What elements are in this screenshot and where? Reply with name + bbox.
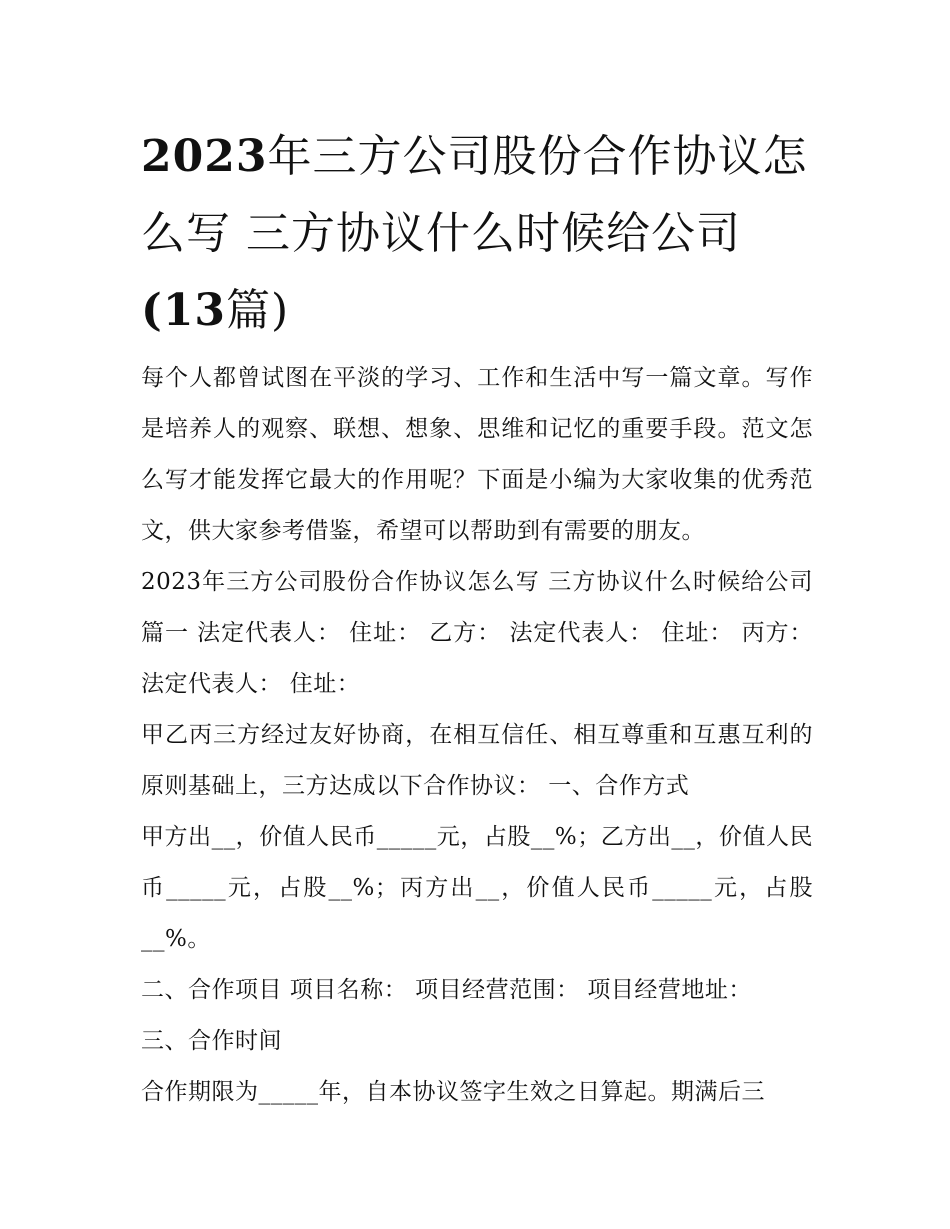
document-title: [141, 118, 813, 349]
title-count: (13: [141, 285, 227, 336]
parties-paragraph: 2023年三方公司股份合作协议怎么写 三方协议什么时候给公司篇一 法定代表人： 住址： 乙方： 法定代表人： 住址： 丙方： 法定代表人： 住址：: [141, 569, 813, 697]
intro-paragraph: 每个人都曾试图在平淡的学习、工作和生活中写一篇文章。写作是培养人的观察、联想、想象、思维和记忆的重要手段。范文怎么写才能发挥它最大的作用呢？下面是小编为大家收集的优秀范文，供大家参考借鉴，希望可以帮助到有需要的朋友。: [141, 365, 813, 544]
section-heading-time: 三、合作时间: [141, 1028, 282, 1054]
title-text: 年三方公司股份合作协议怎么写 三方协议什么时候给公司: [141, 131, 808, 259]
title-count-suffix: 篇): [226, 285, 290, 336]
document-page: [141, 118, 813, 1118]
project-paragraph: 二、合作项目 项目名称： 项目经营范围： 项目经营地址：: [141, 977, 752, 1003]
title-year: 2023: [141, 131, 268, 182]
agreement-paragraph: 甲乙丙三方经过友好协商，在相互信任、相互尊重和互惠互利的原则基础上，三方达成以下合作协议： 一、合作方式: [141, 722, 813, 799]
term-paragraph: 合作期限为_____年，自本协议签字生效之日算起。期满后三: [141, 1079, 765, 1105]
contribution-paragraph: 甲方出__，价值人民币_____元，占股__%；乙方出__，价值人民币_____元，占股__%；丙方出__，价值人民币_____元，占股__%。: [141, 824, 813, 952]
